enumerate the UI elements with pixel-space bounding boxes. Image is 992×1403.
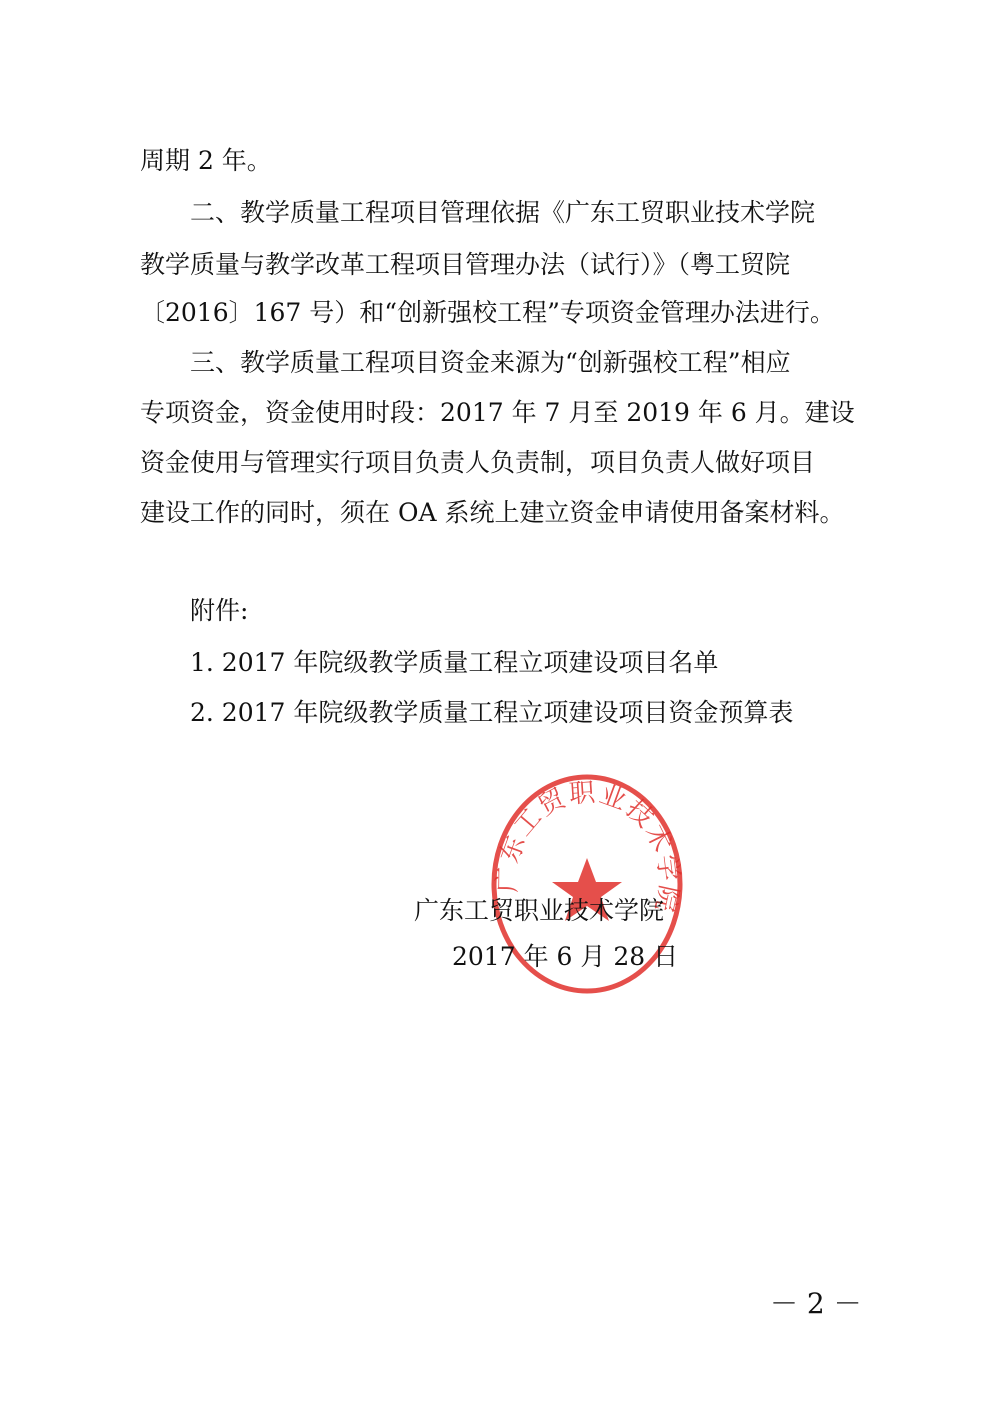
attachment-item-1: 1. 2017 年院级教学质量工程立项建设项目名单 [190, 648, 719, 677]
body-line-3: 教学质量与教学改革工程项目管理办法（试行）》（粤工贸院 [140, 250, 791, 279]
attachment-item-2: 2. 2017 年院级教学质量工程立项建设项目资金预算表 [190, 698, 794, 727]
body-line-4: 〔2016〕167 号）和“创新强校工程”专项资金管理办法进行。 [140, 298, 835, 327]
signature-organization: 广东工贸职业技术学院 [414, 896, 665, 925]
body-line-5: 三、教学质量工程项目资金来源为“创新强校工程”相应 [190, 348, 791, 377]
seal-text: 广东工贸职业技术学院 [492, 778, 684, 917]
body-line-1: 周期 2 年。 [140, 146, 272, 175]
body-line-8: 建设工作的同时，须在 OA 系统上建立资金申请使用备案材料。 [140, 498, 845, 527]
page-number: － 2 － [770, 1287, 862, 1320]
signature-date: 2017 年 6 月 28 日 [452, 942, 679, 971]
body-line-6: 专项资金，资金使用时段：2017 年 7 月至 2019 年 6 月。建设 [140, 398, 855, 427]
body-line-2: 二、教学质量工程项目管理依据《广东工贸职业技术学院 [190, 198, 816, 227]
body-line-7: 资金使用与管理实行项目负责人负责制，项目负责人做好项目 [140, 448, 816, 477]
attachments-heading: 附件: [190, 596, 249, 625]
